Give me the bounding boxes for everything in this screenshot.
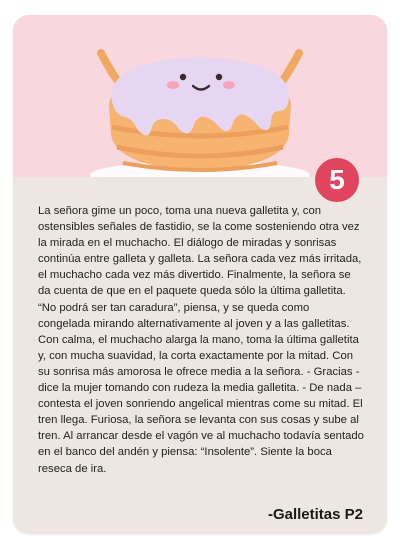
story-signature: -Galletitas P2	[267, 506, 363, 523]
story-card	[13, 15, 387, 534]
card-header	[13, 15, 387, 177]
smiling-pastry-icon	[13, 15, 387, 177]
story-text: La señora gime un poco, toma una nueva galletita y, con ostensibles señales de fastidio, se la come sosteniendo otra vez la mirada en el muchacho. El diálogo de miradas y sonrisas continúa entre galleta y galleta. La señora cada vez más irritada, el muchacho cada vez más divertido. Finalmente, la señora se da cuenta de que en el paquete queda sólo la última galletita. “No podrá ser tan caradura”, piensa, y se queda como congelada mirando alternativamente al joven y a las galletitas. Con calma, el muchacho alarga la mano, toma la última galletita y, con mucha suavidad, la corta exactamente por la mitad. Con su sonrisa más amorosa le ofrece media a la señora. - Gracias - dice la mujer tomando con rudeza la media galletita. - De nada – contesta el joven sonriendo angelical mientras come su mitad. El tren llega. Furiosa, la señora se levanta con sus cosas y sube al tren. Al arrancar desde el vagón ve al muchacho todavía sentado en el banco del andén y piensa: “Insolente”. Siente la boca reseca de ira.	[38, 205, 364, 475]
page-number-badge: 5	[315, 158, 359, 202]
